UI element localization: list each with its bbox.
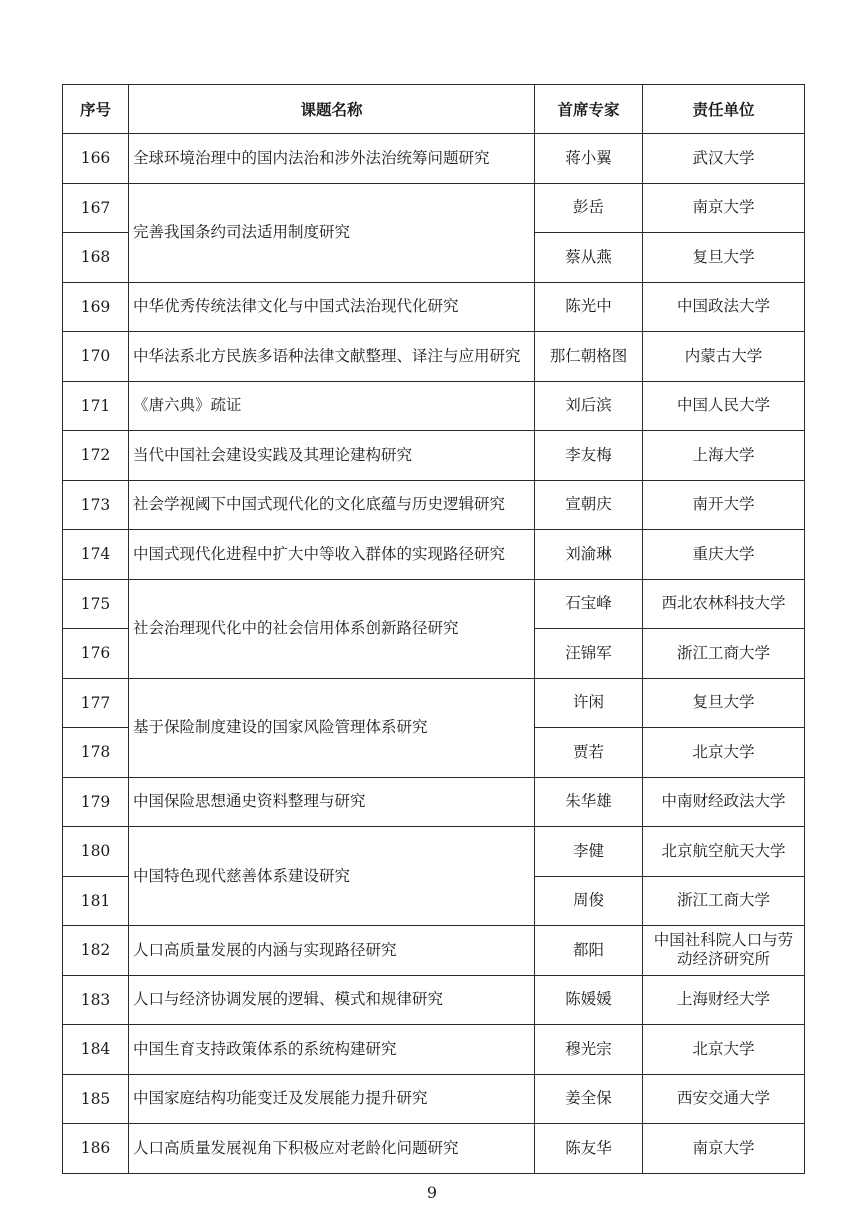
- chief-expert: 穆光宗: [535, 1025, 643, 1075]
- chief-expert: 陈媛媛: [535, 975, 643, 1025]
- row-number: 170: [63, 332, 129, 382]
- header-no: 序号: [63, 85, 129, 134]
- responsible-unit: 重庆大学: [643, 530, 805, 580]
- responsible-unit: 浙江工商大学: [643, 876, 805, 926]
- topic-title: 完善我国条约司法适用制度研究: [129, 183, 535, 282]
- chief-expert: 那仁朝格图: [535, 332, 643, 382]
- responsible-unit: 西北农林科技大学: [643, 579, 805, 629]
- row-number: 183: [63, 975, 129, 1025]
- table-row: [63, 530, 805, 580]
- row-number: 173: [63, 480, 129, 530]
- row-number: 178: [63, 728, 129, 778]
- chief-expert: 汪锦军: [535, 629, 643, 679]
- topic-title: 社会学视阈下中国式现代化的文化底蕴与历史逻辑研究: [129, 480, 535, 530]
- chief-expert: 刘后滨: [535, 381, 643, 431]
- topic-title: 基于保险制度建设的国家风险管理体系研究: [129, 678, 535, 777]
- chief-expert: 刘渝琳: [535, 530, 643, 580]
- chief-expert: 李健: [535, 827, 643, 877]
- row-number: 175: [63, 579, 129, 629]
- responsible-unit: 南京大学: [643, 183, 805, 233]
- row-number: 172: [63, 431, 129, 481]
- responsible-unit: 北京航空航天大学: [643, 827, 805, 877]
- row-number: 181: [63, 876, 129, 926]
- chief-expert: 彭岳: [535, 183, 643, 233]
- chief-expert: 贾若: [535, 728, 643, 778]
- topic-title: 人口与经济协调发展的逻辑、模式和规律研究: [129, 975, 535, 1025]
- responsible-unit: 中国人民大学: [643, 381, 805, 431]
- chief-expert: 都阳: [535, 926, 643, 976]
- responsible-unit: 内蒙古大学: [643, 332, 805, 382]
- responsible-unit: 西安交通大学: [643, 1074, 805, 1124]
- row-number: 179: [63, 777, 129, 827]
- table-row: [63, 579, 805, 629]
- table-row: [63, 975, 805, 1025]
- chief-expert: 石宝峰: [535, 579, 643, 629]
- table-row: [63, 827, 805, 877]
- chief-expert: 李友梅: [535, 431, 643, 481]
- table-row: [63, 134, 805, 184]
- responsible-unit: 上海财经大学: [643, 975, 805, 1025]
- chief-expert: 陈友华: [535, 1124, 643, 1174]
- header-unit: 责任单位: [643, 85, 805, 134]
- topic-title: 中国特色现代慈善体系建设研究: [129, 827, 535, 926]
- topic-title: 人口高质量发展的内涵与实现路径研究: [129, 926, 535, 976]
- responsible-unit: 南京大学: [643, 1124, 805, 1174]
- responsible-unit: 中南财经政法大学: [643, 777, 805, 827]
- row-number: 167: [63, 183, 129, 233]
- responsible-unit: 浙江工商大学: [643, 629, 805, 679]
- row-number: 168: [63, 233, 129, 283]
- row-number: 166: [63, 134, 129, 184]
- page-number: 9: [426, 1183, 438, 1202]
- project-table: [62, 84, 805, 1174]
- header-expert: 首席专家: [535, 85, 643, 134]
- responsible-unit: 南开大学: [643, 480, 805, 530]
- chief-expert: 朱华雄: [535, 777, 643, 827]
- topic-title: 中华法系北方民族多语种法律文献整理、译注与应用研究: [129, 332, 535, 382]
- table-row: [63, 678, 805, 728]
- responsible-unit: 北京大学: [643, 728, 805, 778]
- table-header-row: [63, 85, 805, 134]
- responsible-unit: 复旦大学: [643, 678, 805, 728]
- row-number: 182: [63, 926, 129, 976]
- topic-title: 中国生育支持政策体系的系统构建研究: [129, 1025, 535, 1075]
- table-row: [63, 1025, 805, 1075]
- table-row: [63, 381, 805, 431]
- responsible-unit: 复旦大学: [643, 233, 805, 283]
- table-row: [63, 777, 805, 827]
- row-number: 185: [63, 1074, 129, 1124]
- responsible-unit: 武汉大学: [643, 134, 805, 184]
- chief-expert: 宣朝庆: [535, 480, 643, 530]
- topic-title: 中华优秀传统法律文化与中国式法治现代化研究: [129, 282, 535, 332]
- chief-expert: 周俊: [535, 876, 643, 926]
- topic-title: 中国家庭结构功能变迁及发展能力提升研究: [129, 1074, 535, 1124]
- row-number: 184: [63, 1025, 129, 1075]
- chief-expert: 陈光中: [535, 282, 643, 332]
- chief-expert: 许闲: [535, 678, 643, 728]
- row-number: 177: [63, 678, 129, 728]
- responsible-unit: 中国政法大学: [643, 282, 805, 332]
- row-number: 171: [63, 381, 129, 431]
- chief-expert: 蒋小翼: [535, 134, 643, 184]
- chief-expert: 姜全保: [535, 1074, 643, 1124]
- topic-title: 人口高质量发展视角下积极应对老龄化问题研究: [129, 1124, 535, 1174]
- table-row: [63, 332, 805, 382]
- table-row: [63, 480, 805, 530]
- topic-title: 中国保险思想通史资料整理与研究: [129, 777, 535, 827]
- table-row: [63, 926, 805, 976]
- responsible-unit: 北京大学: [643, 1025, 805, 1075]
- responsible-unit: 中国社科院人口与劳动经济研究所: [643, 926, 805, 976]
- row-number: 174: [63, 530, 129, 580]
- topic-title: 当代中国社会建设实践及其理论建构研究: [129, 431, 535, 481]
- table-row: [63, 431, 805, 481]
- row-number: 186: [63, 1124, 129, 1174]
- header-topic: 课题名称: [129, 85, 535, 134]
- table-row: [63, 1074, 805, 1124]
- table-row: [63, 183, 805, 233]
- responsible-unit: 上海大学: [643, 431, 805, 481]
- topic-title: 社会治理现代化中的社会信用体系创新路径研究: [129, 579, 535, 678]
- chief-expert: 蔡从燕: [535, 233, 643, 283]
- table-row: [63, 282, 805, 332]
- row-number: 176: [63, 629, 129, 679]
- topic-title: 《唐六典》疏证: [129, 381, 535, 431]
- topic-title: 全球环境治理中的国内法治和涉外法治统筹问题研究: [129, 134, 535, 184]
- table-row: [63, 1124, 805, 1174]
- row-number: 169: [63, 282, 129, 332]
- row-number: 180: [63, 827, 129, 877]
- topic-title: 中国式现代化进程中扩大中等收入群体的实现路径研究: [129, 530, 535, 580]
